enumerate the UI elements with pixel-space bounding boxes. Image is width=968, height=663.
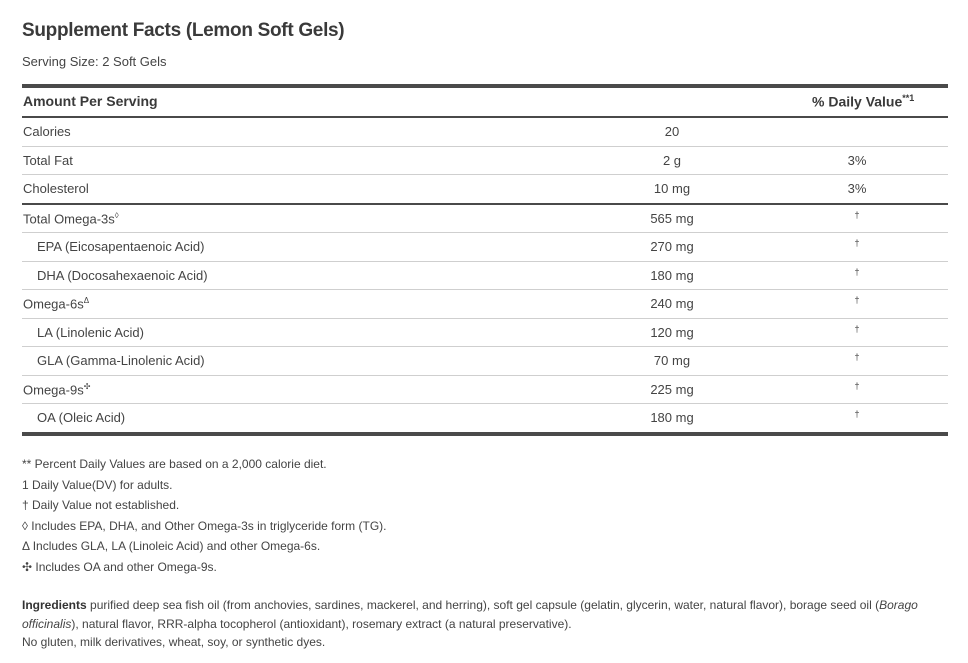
nutrient-amount: 70 mg (653, 353, 691, 368)
nutrient-dv: † (854, 209, 860, 220)
footnote-mark: Δ (83, 296, 90, 305)
panel-title: Supplement Facts (Lemon Soft Gels) (22, 20, 345, 41)
footnote-mark: ◊ (114, 210, 119, 220)
nutrient-amount: 10 mg (653, 181, 691, 196)
nutrient-dv: † (854, 380, 860, 391)
nutrient-name: Total Fat (23, 152, 73, 168)
nutrient-row (22, 290, 948, 319)
nutrient-dv: † (854, 352, 860, 362)
nutrient-row (22, 319, 948, 348)
nutrient-row (22, 118, 948, 147)
nutrient-name: EPA (Eicosapentaenoic Acid) (37, 239, 205, 254)
ingredients-label: Ingredients (22, 598, 87, 612)
nutrient-dv: † (854, 266, 860, 277)
nutrient-amount: 225 mg (650, 381, 694, 397)
nutrient-row (22, 147, 948, 176)
nutrient-name-text: Total Omega-3s (23, 210, 115, 226)
nutrient-amount: 120 mg (650, 324, 694, 340)
nutrient-name: GLA (Gamma-Linolenic Acid) (37, 353, 205, 368)
nutrient-dv: † (854, 238, 860, 248)
footnote: ✣ Includes OA and other Omega-9s. (22, 559, 217, 574)
bottom-divider (22, 432, 948, 436)
nutrient-amount: 565 mg (650, 210, 694, 226)
footnote: † Daily Value not established. (22, 498, 180, 513)
nutrient-row (22, 205, 948, 234)
ingredients-text (22, 596, 948, 633)
nutrient-name (23, 296, 89, 311)
nutrient-row (22, 376, 948, 405)
nutrient-amount: 180 mg (650, 410, 694, 425)
nutrient-dv: 3% (847, 181, 867, 196)
nutrient-amount: 20 (664, 124, 680, 139)
nutrient-amount: 270 mg (650, 239, 694, 254)
footnote: ◊ Includes EPA, DHA, and Other Omega-3s in triglyceride form (TG). (22, 518, 387, 533)
daily-value-marks: **1 (902, 93, 915, 103)
footnote: 1 Daily Value(DV) for adults. (22, 477, 173, 492)
nutrient-dv: † (854, 323, 860, 334)
footnote: Δ Includes GLA, LA (Linoleic Acid) and other Omega-6s. (22, 539, 321, 554)
nutrient-name: OA (Oleic Acid) (37, 410, 126, 425)
nutrient-name (23, 211, 119, 226)
nutrient-name: Cholesterol (23, 181, 89, 196)
nutrient-amount: 240 mg (650, 296, 694, 311)
nutrient-amount: 180 mg (650, 267, 694, 283)
nutrient-name: Calories (23, 124, 71, 139)
table-header (22, 92, 948, 114)
ingredients-block (22, 596, 948, 652)
nutrient-table (22, 118, 948, 432)
nutrient-name: DHA (Docosahexaenoic Acid) (37, 267, 208, 283)
nutrient-row (22, 175, 948, 205)
nutrient-row (22, 347, 948, 376)
amount-per-serving-header: Amount Per Serving (23, 93, 158, 109)
serving-size: Serving Size: 2 Soft Gels (22, 54, 167, 69)
nutrient-dv: † (854, 295, 860, 305)
ingredients-list-part2: ), natural flavor, RRR-alpha tocopherol (antioxidant), rosemary extract (a natural preservative). (71, 616, 572, 631)
nutrient-name-text: Omega-6s (23, 296, 84, 312)
ingredients-italic: Borago officinalis (22, 598, 918, 631)
top-divider (22, 84, 948, 88)
ingredients-list-part1: purified deep sea fish oil (from anchovies, sardines, mackerel, and herring), soft gel capsule (gelatin, glycerin, water, natural flavor), borage seed oil ( (86, 598, 880, 612)
footnotes (22, 456, 948, 580)
nutrient-row (22, 262, 948, 291)
daily-value-header (812, 93, 914, 110)
nutrient-dv: † (854, 409, 860, 419)
nutrient-amount: 2 g (662, 152, 682, 168)
nutrient-row (22, 233, 948, 262)
footnote: ** Percent Daily Values are based on a 2,000 calorie diet. (22, 457, 327, 471)
footnote-mark: ✣ (83, 381, 91, 391)
nutrient-name (23, 382, 90, 397)
nutrient-name-text: Omega-9s (23, 381, 84, 397)
nutrient-row (22, 404, 948, 432)
daily-value-label: % Daily Value (812, 93, 903, 110)
free-from-statement: No gluten, milk derivatives, wheat, soy, or synthetic dyes. (22, 635, 326, 649)
nutrient-dv: 3% (847, 152, 867, 168)
nutrient-name: LA (Linolenic Acid) (37, 324, 144, 340)
